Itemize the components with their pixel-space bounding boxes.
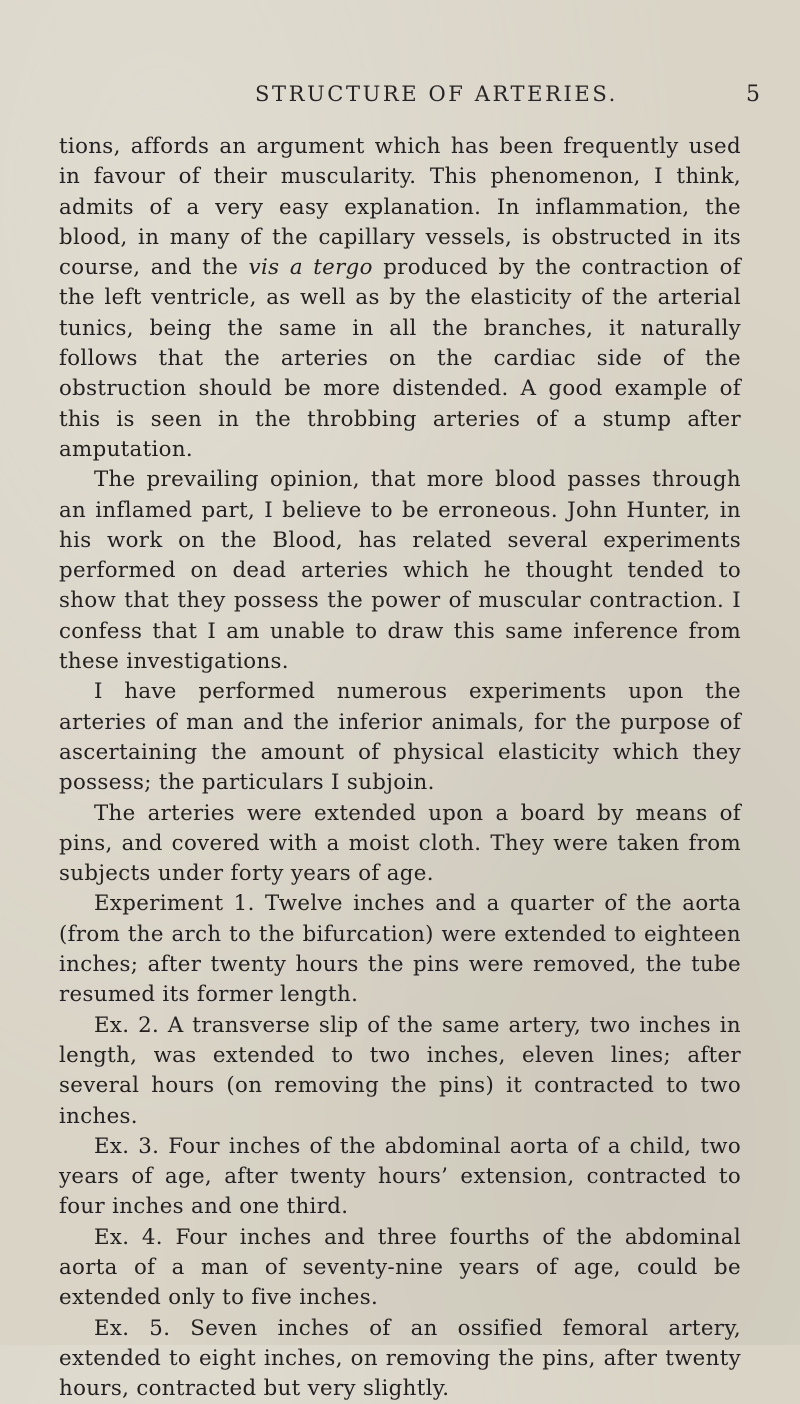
paragraph-experiments-intro: I have performed numerous experiments upon the arteries of man and the inferior animals, for the purpose of ascertaining the amount of physical elasticity which they possess; the particulars I subjoin. [59, 679, 741, 796]
running-title: STRUCTURE OF ARTERIES. [255, 82, 618, 106]
page-number: 5 [746, 82, 760, 107]
italic-phrase: vis a tergo [248, 255, 373, 281]
paragraph-continued [59, 132, 741, 465]
body-text [59, 132, 741, 1404]
paragraph-experiment-5: Ex. 5. Seven inches of an ossified femoral artery, extended to eight inches, on removing the pins, after twenty hours, contracted but very slightly. [59, 1315, 741, 1402]
paragraph-text: tions, affords an argument which has been frequently used in favour of their muscularity. This phenomenon, I think, admits of a very easy explanation. In inflammation, the blood, in many of the capillary vessels, is obstructed in its course, and the [59, 134, 741, 281]
paragraph-method: The arteries were extended upon a board by means of pins, and covered with a moist cloth. They were taken from subjects under forty years of age. [59, 800, 741, 887]
paragraph-text: produced by the contraction of the left ventricle, as well as by the elasticity of the arterial tunics, being the same in all the branches, it naturally follows that the arteries on the cardiac side of the obstruction should be more distended. A good example of this is seen in the throbbing arteries of a stump after amputation. [59, 255, 742, 462]
paragraph-experiment-1: Experiment 1. Twelve inches and a quarter of the aorta (from the arch to the bifurcation) were extended to eighteen inches; after twenty hours the pins were removed, the tube resumed its former length. [59, 891, 741, 1008]
running-head [60, 82, 760, 116]
paragraph-experiment-2: Ex. 2. A transverse slip of the same artery, two inches in length, was extended to two inches, eleven lines; after several hours (on removing the pins) it contracted to two inches. [59, 1012, 741, 1129]
paragraph-prevailing-opinion: The prevailing opinion, that more blood passes through an inflamed part, I believe to be erroneous. John Hunter, in his work on the Blood, has related several experiments performed on dead arteries which he thought tended to show that they possess the power of muscular contraction. I confess that I am unable to draw this same inference from these investigations. [59, 467, 741, 675]
paragraph-experiment-3: Ex. 3. Four inches of the abdominal aorta of a child, two years of age, after twenty hours’ extension, contracted to four inches and one third. [59, 1133, 741, 1220]
paragraph-experiment-4: Ex. 4. Four inches and three fourths of the abdominal aorta of a man of seventy-nine years of age, could be extended only to five inches. [59, 1224, 741, 1311]
